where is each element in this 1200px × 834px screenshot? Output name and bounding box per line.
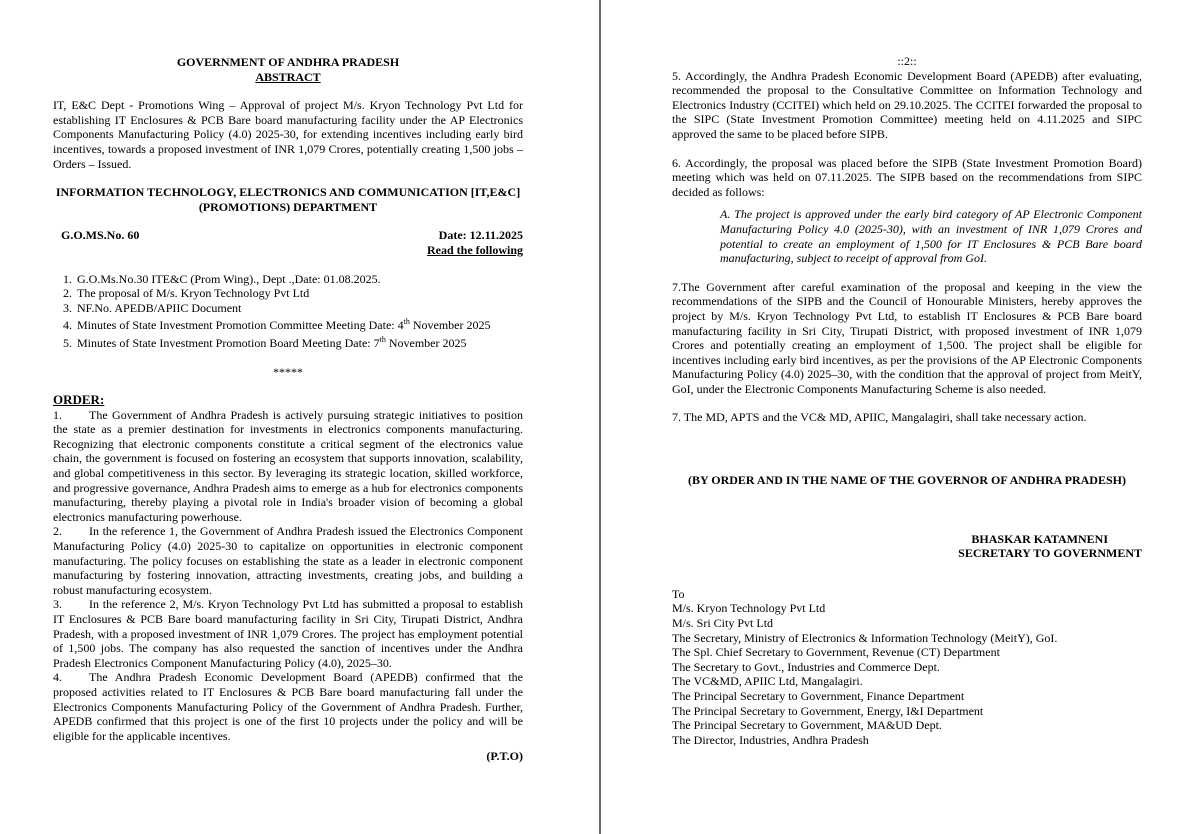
pto-marker: (P.T.O) xyxy=(486,749,523,764)
reference-item: 4. Minutes of State Investment Promotion Committee Meeting Date: 4th November 2025 xyxy=(75,315,523,333)
reference-list xyxy=(53,272,523,351)
recipient-item: The Principal Secretary to Government, Energy, I&I Department xyxy=(672,703,984,718)
recipient-item: The Principal Secretary to Government, MA&UD Dept. xyxy=(672,718,942,733)
page-1 xyxy=(0,0,599,834)
sipb-decision: A. The project is approved under the early bird category of AP Electronic Component Manufacturing Policy 4.0 (2025-30), with an investment of INR 1,079 Crores and potential to create an employment of 1,500 for IT Enclosures & PCB Bare board manufacturing, subject to receipt of approval from GoI. xyxy=(720,207,1142,266)
paragraph-6: 6. Accordingly, the proposal was placed before the SIPB (State Investment Promotion Board) meeting which was held on 07.11.2025. The SIPB based on the recommendations from SIPC decided as follows: xyxy=(672,155,1142,199)
recipient-item: M/s. Sri City Pvt Ltd xyxy=(672,616,774,631)
go-date: Date: 12.11.2025 xyxy=(438,228,523,243)
order-paragraph-3: 3. In the reference 2, M/s. Kryon Technology Pvt Ltd has submitted a proposal to establish IT Enclosures & PCB Bare board manufacturing facility in Sri City, Tirupati District, Andhra Pradesh, with a proposed investment of INR 1,079 Crores. The project has employment potential of 1,500 jobs. The company has also requested the sanction of incentives under the Andhra Pradesh Electronics Component Manufacturing Policy (4.0), 2025–30. xyxy=(53,597,523,670)
order-paragraph-1: 1. The Government of Andhra Pradesh is actively pursuing strategic initiatives to position the state as a premier destination for investments in electronics components manufacturing. Recognizing that electronic components constitute a critical segment of the electronics value chain, the government is focused on fostering an ecosystem that supports innovation, scalability, and global competitiveness in this sector. By leveraging its strategic location, skilled workforce, and progressive governance, Andhra Pradesh aims to emerge as a hub for electronics components manufacturing, thereby playing a pivotal role in India's broader vision of becoming a global electronics manufacturing powerhouse. xyxy=(53,407,523,524)
signatory-title: SECRETARY TO GOVERNMENT xyxy=(958,546,1142,561)
page-marker: ::2:: xyxy=(897,54,917,68)
recipient-item: The Secretary, Ministry of Electronics & Information Technology (MeitY), GoI. xyxy=(672,630,1058,645)
reference-item: 3. NF.No. APEDB/APIIC Document xyxy=(75,301,523,316)
order-heading: ORDER: xyxy=(53,392,105,408)
abstract-text: IT, E&C Dept - Promotions Wing – Approval of project M/s. Kryon Technology Pvt Ltd for establishing IT Enclosures & PCB Bare board manufacturing facility under the AP Electronics Components Manufacturing Policy (4.0) 2025-30, for extending incentives including early bird incentives, towards a proposed investment of INR 1,079 Crores, potentially creating 1,500 jobs – Orders – Issued. xyxy=(53,98,523,171)
recipient-item: The VC&MD, APIIC Ltd, Mangalagiri. xyxy=(672,674,863,689)
reference-item: 2. The proposal of M/s. Kryon Technology Pvt Ltd xyxy=(75,286,523,301)
paragraph-7: 7.The Government after careful examination of the proposal and keeping in the view the recommendations of the SIPB and the Council of Honourable Ministers, hereby approves the project by M/s. Kryon Technology Pvt Ltd, to establish IT Enclosures & PCB Bare board manufacturing facility in Sri City, Tirupati District, with proposed investment of INR 1,079 Crores and potentially creating an employment of 1,500. The project shall be eligible for incentives including early bird incentives, as per the provisions of the AP Electronic Components Manufacturing Policy (4.0) 2025–30, with the condition that the approval of project from MeitY, GoI, under the Electronic Components Manufacturing Scheme is also needed. xyxy=(672,279,1142,396)
signatory-name: BHASKAR KATAMNENI xyxy=(971,531,1108,546)
go-number: G.O.MS.No. 60 xyxy=(61,228,140,243)
government-title: GOVERNMENT OF ANDHRA PRADESH xyxy=(176,55,400,69)
recipient-list xyxy=(672,601,1142,747)
to-label: To xyxy=(672,586,685,601)
go-number-row xyxy=(53,228,523,243)
page-2 xyxy=(601,0,1200,834)
department-line-1: INFORMATION TECHNOLOGY, ELECTRONICS AND COMMUNICATION [IT,E&C] xyxy=(55,185,521,200)
recipient-item: M/s. Kryon Technology Pvt Ltd xyxy=(672,601,826,616)
by-order-line: (BY ORDER AND IN THE NAME OF THE GOVERNOR OF ANDHRA PRADESH) xyxy=(688,473,1126,488)
read-following-heading: Read the following xyxy=(427,242,523,257)
separator-stars: ***** xyxy=(273,364,303,379)
recipient-item: The Secretary to Govt., Industries and Commerce Dept. xyxy=(672,659,940,674)
abstract-title: ABSTRACT xyxy=(255,69,321,84)
paragraph-7-action: 7. The MD, APTS and the VC& MD, APIIC, Mangalagiri, shall take necessary action. xyxy=(672,410,1087,425)
recipient-item: The Director, Industries, Andhra Pradesh xyxy=(672,732,869,747)
reference-item: 5. Minutes of State Investment Promotion Board Meeting Date: 7th November 2025 xyxy=(75,333,523,351)
reference-item: 1. G.O.Ms.No.30 ITE&C (Prom Wing)., Dept .,Date: 01.08.2025. xyxy=(75,272,523,287)
paragraph-5: 5. Accordingly, the Andhra Pradesh Economic Development Board (APEDB) after evaluating, recommended the proposal to the Consultative Committee on Information Technology and Electronics Industry (CCITEI) which held on 29.10.2025. The CCITEI forwarded the proposal to the SIPC (State Investment Promotion Committee) meeting held on 4.11.2025 and SIPC approved the same to be placed before SIPB. xyxy=(672,68,1142,141)
recipient-item: The Spl. Chief Secretary to Government, Revenue (CT) Department xyxy=(672,645,1000,660)
department-line-2: (PROMOTIONS) DEPARTMENT xyxy=(198,199,378,214)
order-paragraph-2: 2. In the reference 1, the Government of Andhra Pradesh issued the Electronics Component Manufacturing Policy (4.0) 2025-30 to capitalize on opportunities in electronic component manufacturing. The policy focuses on establishing the state as a leader in electronic component manufacturing by fostering innovation, attracting investments, creating jobs, and building a robust manufacturing ecosystem. xyxy=(53,524,523,597)
order-paragraph-4: 4. The Andhra Pradesh Economic Development Board (APEDB) confirmed that the proposed activities related to IT Enclosures & PCB Bare board manufacturing fall under the Electronics Components Manufacturing Policy of the Government of Andhra Pradesh. Further, APEDB confirmed that this project is one of the first 10 projects under the policy and will be eligible for the applicable incentives. xyxy=(53,670,523,743)
recipient-item: The Principal Secretary to Government, Finance Department xyxy=(672,689,965,703)
